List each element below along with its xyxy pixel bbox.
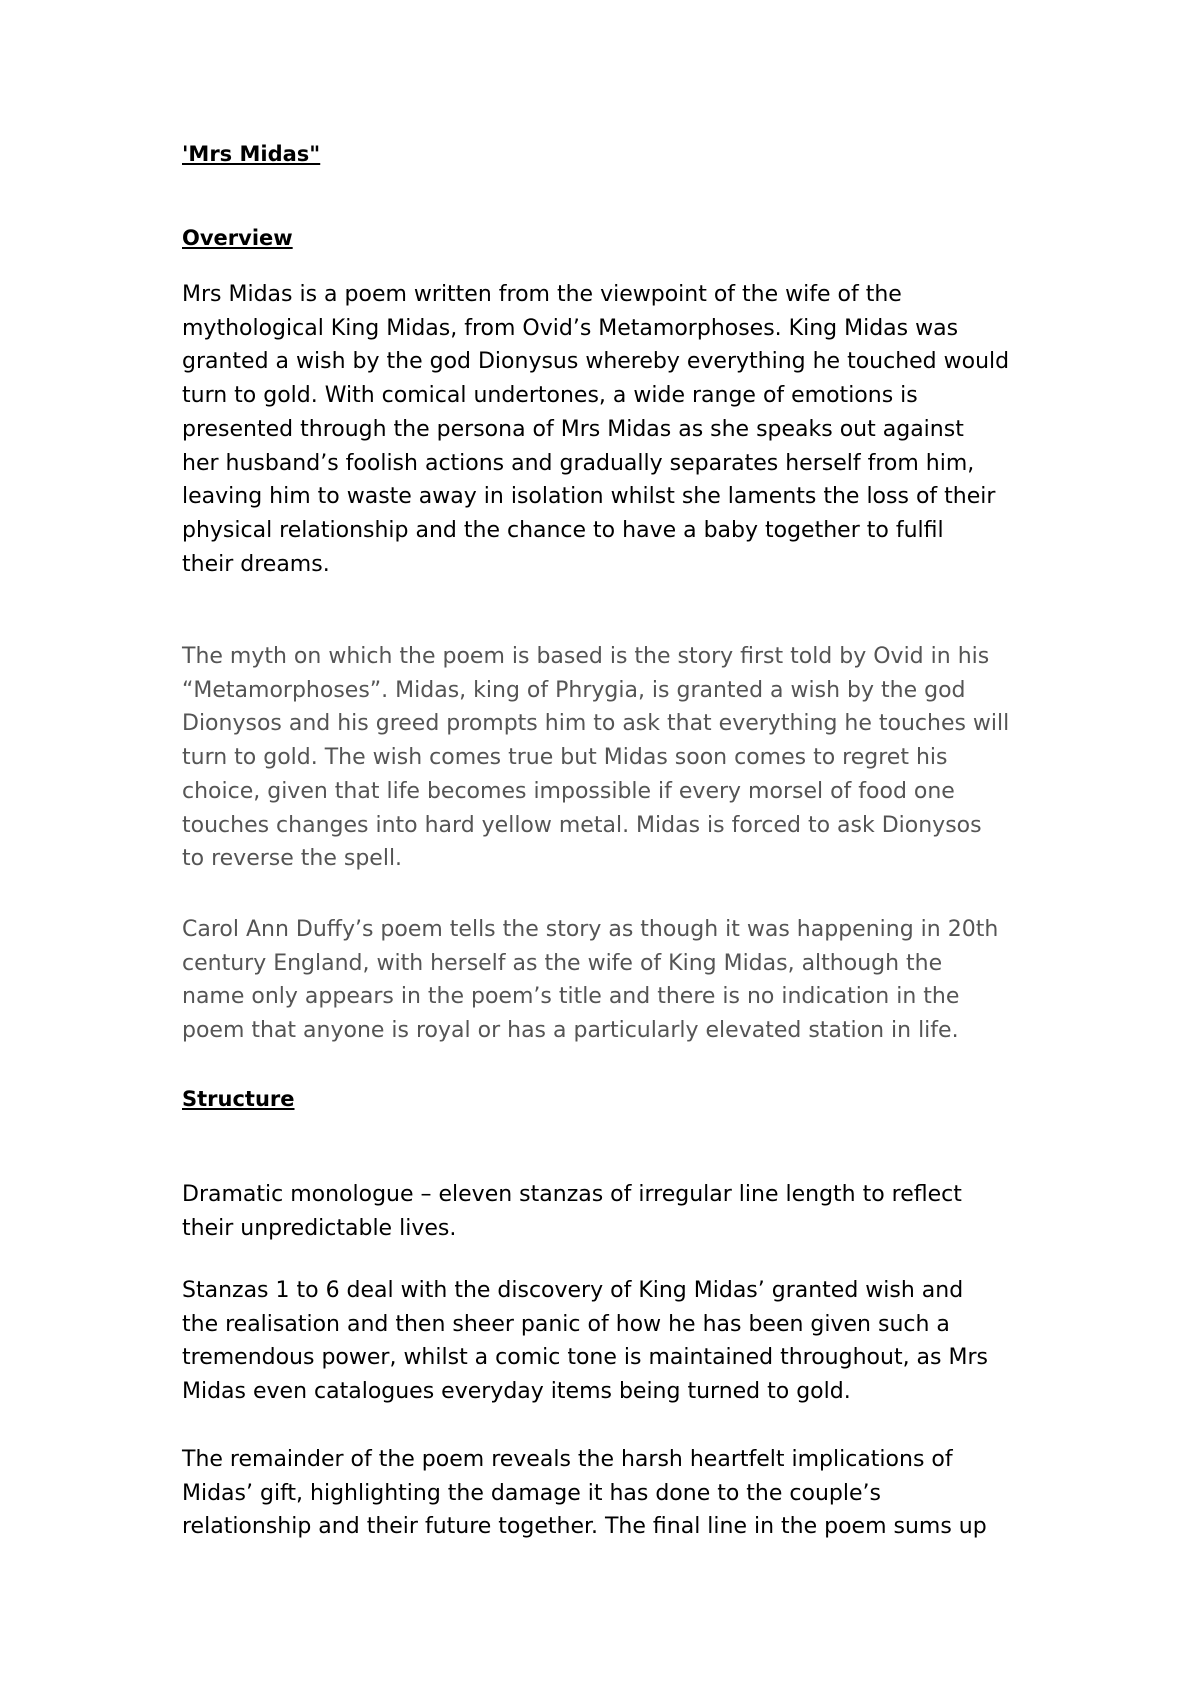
text-line: presented through the persona of Mrs Midas as she speaks out against xyxy=(182,416,964,442)
structure-paragraph-1 xyxy=(182,1178,1042,1245)
text-line: physical relationship and the chance to have a baby together to fulfil xyxy=(182,517,944,543)
text-line: leaving him to waste away in isolation whilst she laments the loss of their xyxy=(182,484,996,510)
text-line: turn to gold. With comical undertones, a wide range of emotions is xyxy=(182,383,918,409)
text-line: the realisation and then sheer panic of how he has been given such a xyxy=(182,1311,950,1337)
text-line: their dreams. xyxy=(182,551,330,577)
text-line: granted a wish by the god Dionysus whereby everything he touched would xyxy=(182,349,1010,375)
text-line: Mrs Midas is a poem written from the viewpoint of the wife of the xyxy=(182,282,902,307)
overview-paragraph-3 xyxy=(182,913,1042,1048)
text-line: Midas even catalogues everyday items being turned to gold. xyxy=(182,1379,851,1405)
structure-heading: Structure xyxy=(182,1087,295,1111)
overview-heading: Overview xyxy=(182,226,293,250)
text-line: their unpredictable lives. xyxy=(182,1215,457,1241)
text-line: Dionysos and his greed prompts him to ask that everything he touches will xyxy=(182,711,1010,737)
text-line: Dramatic monologue – eleven stanzas of irregular line length to reflect xyxy=(182,1182,962,1207)
text-line: touches changes into hard yellow metal. Midas is forced to ask Dionysos xyxy=(182,812,982,838)
text-line: century England, with herself as the wife of King Midas, although the xyxy=(182,950,943,976)
structure-paragraph-2 xyxy=(182,1274,1042,1409)
text-line: The myth on which the poem is based is the story first told by Ovid in his xyxy=(182,644,990,669)
text-line: poem that anyone is royal or has a particularly elevated station in life. xyxy=(182,1018,959,1044)
text-line: turn to gold. The wish comes true but Midas soon comes to regret his xyxy=(182,745,948,771)
overview-paragraph-2 xyxy=(182,640,1042,876)
text-line: “Metamorphoses”. Midas, king of Phrygia, is granted a wish by the god xyxy=(182,677,966,703)
text-line: her husband’s foolish actions and gradually separates herself from him, xyxy=(182,450,975,476)
document-title: 'Mrs Midas" xyxy=(182,142,321,166)
structure-paragraph-3 xyxy=(182,1443,1042,1544)
text-line: name only appears in the poem’s title and there is no indication in the xyxy=(182,984,960,1010)
text-line: mythological King Midas, from Ovid’s Metamorphoses. King Midas was xyxy=(182,315,959,341)
text-line: to reverse the spell. xyxy=(182,846,403,872)
text-line: Midas’ gift, highlighting the damage it has done to the couple’s xyxy=(182,1480,881,1506)
text-line: tremendous power, whilst a comic tone is maintained throughout, as Mrs xyxy=(182,1345,988,1371)
text-line: choice, given that life becomes impossible if every morsel of food one xyxy=(182,778,955,804)
overview-paragraph-1 xyxy=(182,278,1042,581)
text-line: relationship and their future together. The final line in the poem sums up xyxy=(182,1514,987,1540)
text-line: The remainder of the poem reveals the harsh heartfelt implications of xyxy=(182,1447,953,1472)
text-line: Carol Ann Duffy’s poem tells the story as though it was happening in 20th xyxy=(182,917,999,942)
text-line: Stanzas 1 to 6 deal with the discovery of King Midas’ granted wish and xyxy=(182,1278,964,1303)
